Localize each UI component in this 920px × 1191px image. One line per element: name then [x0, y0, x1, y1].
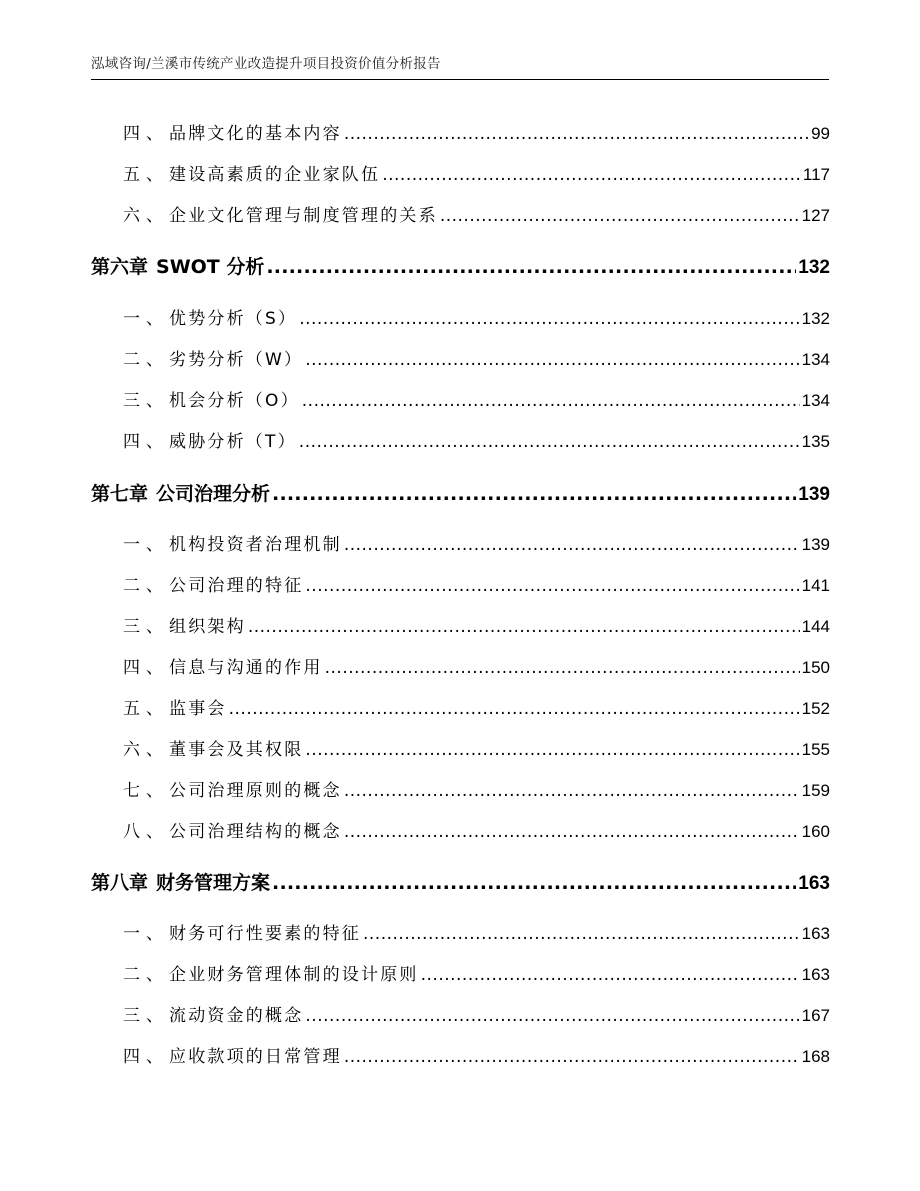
- toc-leader-dots: [272, 480, 796, 508]
- toc-entry-page: 135: [801, 432, 830, 451]
- toc-entry-title: 公司治理结构的概念: [169, 822, 342, 842]
- toc-entry-title: 建设高素质的企业家队伍: [169, 165, 381, 185]
- toc-entry-page: 155: [801, 740, 830, 759]
- toc-entry[interactable]: [91, 307, 830, 331]
- toc-entry-title: 财务可行性要素的特征: [169, 924, 361, 944]
- toc-entry-title: 流动资金的概念: [169, 1006, 304, 1026]
- toc-entry-number: 七、: [123, 781, 169, 801]
- toc-leader-dots: [305, 574, 799, 598]
- toc-entry-title: 机构投资者治理机制: [169, 535, 342, 555]
- toc-leader-dots: [344, 122, 809, 146]
- toc-leader-dots: [299, 307, 799, 331]
- toc-chapter[interactable]: [91, 253, 830, 281]
- toc-entry[interactable]: [91, 1004, 830, 1028]
- toc-chapter-page: 139: [798, 484, 830, 505]
- toc-chapter[interactable]: [91, 869, 830, 897]
- toc-chapter-label: 第八章: [91, 872, 149, 894]
- toc-entry-number: 二、: [123, 350, 169, 370]
- toc-entry-page: 132: [801, 309, 830, 328]
- toc-entry-number: 三、: [123, 1006, 169, 1026]
- toc-entry-title: 企业文化管理与制度管理的关系: [169, 206, 438, 226]
- header-divider: [91, 79, 829, 80]
- toc-entry-title: 威胁分析（T）: [169, 432, 297, 452]
- toc-entry[interactable]: [91, 204, 830, 228]
- toc-chapter-page: 163: [798, 873, 830, 894]
- toc-entry-number: 三、: [123, 617, 169, 637]
- toc-entry-page: 144: [801, 617, 830, 636]
- toc-entry-number: 四、: [123, 658, 169, 678]
- toc-entry-title: 劣势分析（W）: [169, 350, 304, 370]
- toc-entry[interactable]: [91, 163, 830, 187]
- toc-entry[interactable]: [91, 348, 830, 372]
- toc-leader-dots: [229, 697, 800, 721]
- toc-entry-number: 六、: [123, 206, 169, 226]
- toc-entry-title: 公司治理原则的概念: [169, 781, 342, 801]
- toc-entry-title: 企业财务管理体制的设计原则: [169, 965, 419, 985]
- toc-entry-title: 应收款项的日常管理: [169, 1047, 342, 1067]
- toc-entry-page: 127: [801, 206, 830, 225]
- toc-entry[interactable]: [91, 820, 830, 844]
- toc-leader-dots: [325, 656, 800, 680]
- toc-entry-number: 四、: [123, 124, 169, 144]
- toc-entry-page: 152: [801, 699, 830, 718]
- toc-leader-dots: [382, 163, 801, 187]
- toc-entry-page: 150: [801, 658, 830, 677]
- toc-entry-title: 监事会: [169, 699, 227, 719]
- toc-leader-dots: [302, 389, 800, 413]
- toc-leader-dots: [305, 1004, 799, 1028]
- toc-entry-page: 167: [801, 1006, 830, 1025]
- toc-entry[interactable]: [91, 533, 830, 557]
- toc-chapter-title: 公司治理分析: [156, 483, 271, 505]
- toc-leader-dots: [344, 779, 800, 803]
- toc-entry[interactable]: [91, 389, 830, 413]
- toc-entry-page: 160: [801, 822, 830, 841]
- toc-entry-page: 134: [801, 391, 830, 410]
- toc-entry-title: 机会分析（O）: [169, 391, 300, 411]
- toc-entry-page: 139: [801, 535, 830, 554]
- toc-entry-title: 组织架构: [169, 617, 246, 637]
- toc-entry-page: 99: [811, 124, 830, 143]
- toc-leader-dots: [248, 615, 800, 639]
- toc-entry-number: 一、: [123, 535, 169, 555]
- toc-entry[interactable]: [91, 922, 830, 946]
- toc-entry[interactable]: [91, 574, 830, 598]
- toc-entry-number: 五、: [123, 699, 169, 719]
- toc-leader-dots: [305, 738, 799, 762]
- toc-chapter-label: 第七章: [91, 483, 149, 505]
- toc-entry-page: 159: [801, 781, 830, 800]
- toc-entry-number: 一、: [123, 924, 169, 944]
- toc-leader-dots: [299, 430, 800, 454]
- toc-entry-title: 优势分析（S）: [169, 309, 298, 329]
- toc-entry-page: 141: [801, 576, 830, 595]
- toc-entry-number: 二、: [123, 965, 169, 985]
- toc-entry-number: 二、: [123, 576, 169, 596]
- toc-entry[interactable]: [91, 738, 830, 762]
- toc-entry-title: 品牌文化的基本内容: [169, 124, 342, 144]
- toc-entry[interactable]: [91, 430, 830, 454]
- toc-entry[interactable]: [91, 697, 830, 721]
- toc-chapter-title: SWOT 分析: [156, 256, 265, 278]
- toc-entry-page: 163: [801, 924, 830, 943]
- toc-chapter-page: 132: [798, 257, 830, 278]
- toc-entry-number: 八、: [123, 822, 169, 842]
- toc-entry-page: 168: [801, 1047, 830, 1066]
- toc-entry-number: 六、: [123, 740, 169, 760]
- toc-entry-page: 134: [801, 350, 830, 369]
- toc-entry-page: 163: [801, 965, 830, 984]
- toc-chapter-title: 财务管理方案: [156, 872, 271, 894]
- toc-entry[interactable]: [91, 656, 830, 680]
- toc-entry-title: 信息与沟通的作用: [169, 658, 323, 678]
- toc-chapter-label: 第六章: [91, 256, 149, 278]
- toc-entry[interactable]: [91, 963, 830, 987]
- toc-entry-number: 四、: [123, 432, 169, 452]
- toc-entry-title: 董事会及其权限: [169, 740, 304, 760]
- toc-leader-dots: [421, 963, 800, 987]
- toc-leader-dots: [272, 869, 796, 897]
- toc-entry-page: 117: [802, 165, 830, 184]
- toc-entry[interactable]: [91, 615, 830, 639]
- toc-leader-dots: [344, 1045, 800, 1069]
- toc-leader-dots: [363, 922, 800, 946]
- toc-leader-dots: [440, 204, 800, 228]
- toc-leader-dots: [266, 253, 796, 281]
- toc-leader-dots: [344, 820, 800, 844]
- toc-leader-dots: [305, 348, 799, 372]
- toc-entry-title: 公司治理的特征: [169, 576, 304, 596]
- toc-entry-number: 四、: [123, 1047, 169, 1067]
- toc-chapter[interactable]: [91, 480, 830, 508]
- toc-entry[interactable]: [91, 122, 830, 146]
- toc-entry[interactable]: [91, 779, 830, 803]
- running-header: 泓域咨询/兰溪市传统产业改造提升项目投资价值分析报告: [91, 56, 441, 72]
- toc-entry-number: 三、: [123, 391, 169, 411]
- toc-entry[interactable]: [91, 1045, 830, 1069]
- toc-leader-dots: [344, 533, 800, 557]
- toc-entry-number: 一、: [123, 309, 169, 329]
- toc-entry-number: 五、: [123, 165, 169, 185]
